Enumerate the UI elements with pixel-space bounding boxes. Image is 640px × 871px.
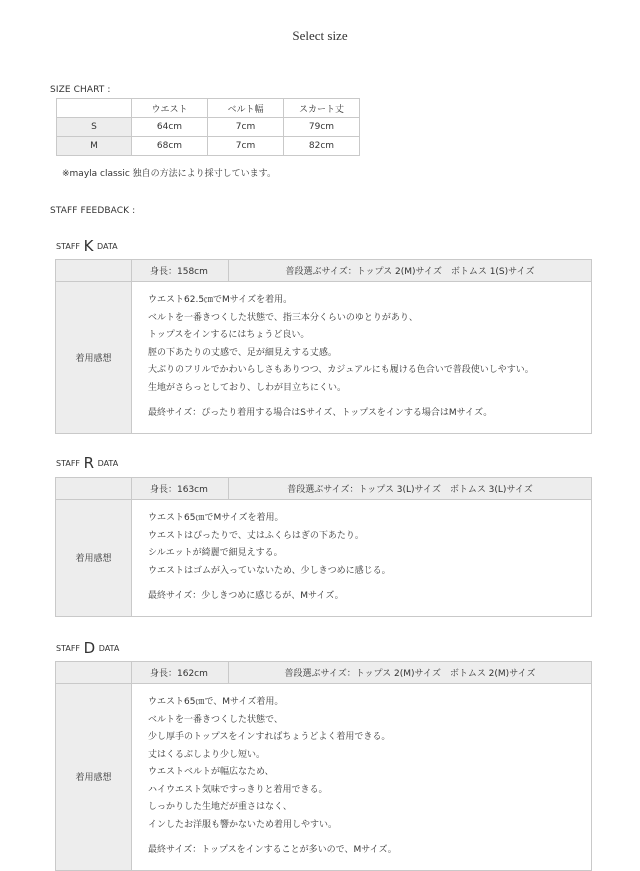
feedback-line: シルエットが綺麗で細見えする。 [148, 548, 283, 558]
feedback-line: 丈はくるぶしより少し短い。 [148, 749, 266, 760]
size-cell: 68cm [132, 137, 208, 156]
staff-suffix: DATA [96, 242, 118, 251]
staff-r-heading [56, 454, 118, 472]
final-size: 最終サイズ：トップスをインすることが多いので、Mサイズ。 [148, 845, 397, 855]
usual-size-cell: 普段選ぶサイズ：トップス 2(M)サイズ ボトムス 1(S)サイズ [229, 260, 592, 282]
feedback-line: ウエスト62.5㎝でMサイズを着用。 [148, 295, 293, 305]
final-size: 最終サイズ：少しきつめに感じるが、Mサイズ。 [148, 591, 344, 601]
size-chart-row-m [57, 137, 360, 156]
feedback-line: ウエスト65㎝でMサイズを着用。 [148, 513, 284, 523]
size-cell: 7cm [208, 118, 284, 137]
feedback-line: ウエスト65㎝で、Mサイズ着用。 [148, 697, 284, 707]
staff-initial: K [83, 237, 94, 255]
impression-body [132, 282, 592, 434]
feedback-line: ハイウエスト気味ですっきりと着用できる。 [148, 784, 328, 795]
size-chart-label: SIZE CHART : [50, 85, 111, 95]
usual-size-cell: 普段選ぶサイズ：トップス 3(L)サイズ ボトムス 3(L)サイズ [229, 478, 592, 500]
height-cell: 身長：158cm [132, 260, 229, 282]
size-chart-row-s [57, 118, 360, 137]
impression-body [132, 684, 592, 871]
feedback-line: 少し厚手のトップスをインすればちょうどよく着用できる。 [148, 732, 391, 742]
size-chart-corner [57, 99, 132, 118]
staff-initial: R [83, 454, 95, 472]
size-cell: 79cm [284, 118, 360, 137]
staff-k-header-row [56, 260, 592, 282]
impression-label: 着用感想 [56, 282, 132, 434]
staff-k-heading [56, 237, 118, 255]
size-cell: 64cm [132, 118, 208, 137]
staff-k-table [55, 259, 592, 434]
feedback-line: トップスをインするにはちょうど良い。 [148, 330, 310, 340]
feedback-line: しっかりした生地だが重さはなく、 [148, 802, 292, 812]
size-chart-table [56, 98, 360, 156]
impression-body [132, 500, 592, 617]
staff-r-body-row [56, 500, 592, 617]
staff-prefix: STAFF [56, 459, 81, 468]
staff-k-body-row [56, 282, 592, 434]
size-chart-header-row [57, 99, 360, 118]
size-label: M [57, 137, 132, 156]
impression-label: 着用感想 [56, 684, 132, 871]
staff-d-table [55, 661, 592, 871]
staff-d-body-row [56, 684, 592, 871]
size-chart-col-waist: ウエスト [132, 99, 208, 118]
height-cell: 身長：162cm [132, 662, 229, 684]
size-cell: 7cm [208, 137, 284, 156]
staff-initial: D [83, 639, 96, 657]
blank-cell [56, 260, 132, 282]
impression-label: 着用感想 [56, 500, 132, 617]
feedback-line: ベルトを一番きつくした状態で、 [148, 714, 283, 725]
usual-size-cell: 普段選ぶサイズ：トップス 2(M)サイズ ボトムス 2(M)サイズ [229, 662, 592, 684]
measurement-note: ※mayla classic 独自の方法により採寸しています。 [62, 169, 276, 179]
page-title: Select size [292, 28, 348, 43]
feedback-line: 脛の下あたりの丈感で、足が細見えする丈感。 [148, 347, 337, 358]
size-chart-col-skirt-length: スカート丈 [284, 99, 360, 118]
staff-prefix: STAFF [56, 242, 81, 251]
feedback-line: 生地がさらっとしており、しわが目立ちにくい。 [148, 382, 347, 393]
feedback-line: ウエストベルトが幅広なため、 [148, 767, 274, 777]
staff-r-table [55, 477, 592, 617]
feedback-line: 大ぶりのフリルでかわいらしさもありつつ、カジュアルにも履ける色合いで普段使いしやすい。 [148, 365, 534, 375]
size-label: S [57, 118, 132, 137]
size-cell: 82cm [284, 137, 360, 156]
feedback-line: ウエストはゴムが入っていないため、少しきつめに感じる。 [148, 565, 391, 576]
size-chart-col-belt-width: ベルト幅 [208, 99, 284, 118]
staff-r-header-row [56, 478, 592, 500]
height-cell: 身長：163cm [132, 478, 229, 500]
blank-cell [56, 662, 132, 684]
staff-suffix: DATA [98, 644, 120, 653]
staff-prefix: STAFF [56, 644, 81, 653]
feedback-line: インしたお洋服も響かないため着用しやすい。 [148, 819, 338, 830]
feedback-line: ベルトを一番きつくした状態で、指三本分くらいのゆとりがあり、 [148, 312, 418, 323]
feedback-line: ウエストはぴったりで、丈はふくらはぎの下あたり。 [148, 530, 364, 541]
staff-feedback-label: STAFF FEEDBACK : [50, 206, 136, 216]
blank-cell [56, 478, 132, 500]
final-size: 最終サイズ：ぴったり着用する場合はSサイズ、トップスをインする場合はMサイズ。 [148, 408, 493, 418]
staff-suffix: DATA [97, 459, 119, 468]
staff-d-heading [56, 639, 119, 657]
staff-d-header-row [56, 662, 592, 684]
